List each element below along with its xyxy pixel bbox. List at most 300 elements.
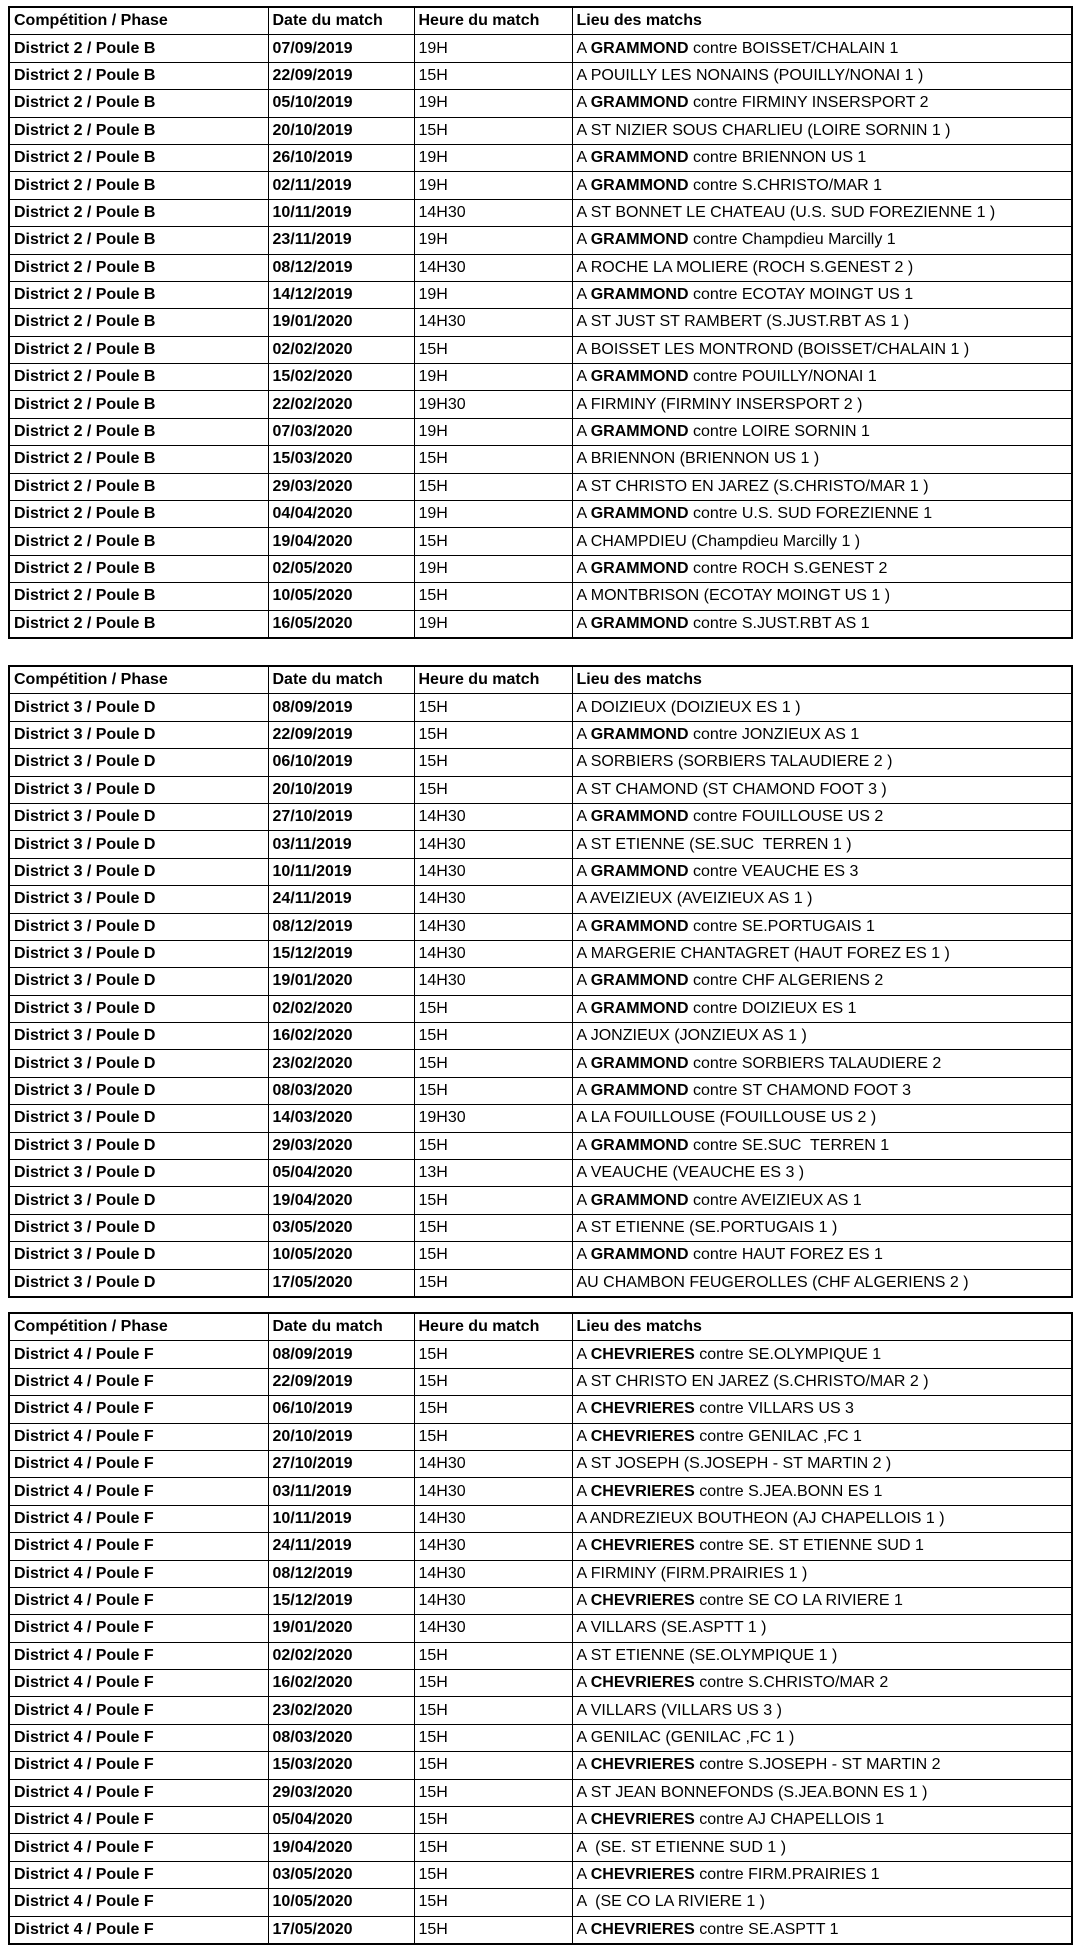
schedule-table-district-2 xyxy=(8,6,1073,639)
location-prefix: A MARGERIE CHANTAGRET (HAUT FOREZ ES 1 ) xyxy=(576,945,950,963)
competition-cell: District 4 / Poule F xyxy=(9,1615,268,1642)
opponent-text: contre BOISSET/CHALAIN 1 xyxy=(688,39,899,57)
location-cell xyxy=(572,1642,1072,1669)
table-row xyxy=(9,1642,1072,1669)
table-row xyxy=(9,1505,1072,1532)
competition-cell: District 4 / Poule F xyxy=(9,1724,268,1751)
location-cell xyxy=(572,281,1072,308)
date-cell: 20/10/2019 xyxy=(268,117,414,144)
location-prefix: A ST ETIENNE (SE.OLYMPIQUE 1 ) xyxy=(576,1646,838,1664)
competition-cell: District 2 / Poule B xyxy=(9,446,268,473)
competition-cell: District 3 / Poule D xyxy=(9,1269,268,1297)
table-row xyxy=(9,1752,1072,1779)
date-cell: 08/09/2019 xyxy=(268,1341,414,1368)
location-prefix: A xyxy=(576,972,591,990)
date-cell: 03/11/2019 xyxy=(268,1478,414,1505)
table-row xyxy=(9,1807,1072,1834)
location-cell xyxy=(572,913,1072,940)
table-row xyxy=(9,1450,1072,1477)
table-row xyxy=(9,1615,1072,1642)
home-club-name: GRAMMOND xyxy=(590,1246,689,1264)
opponent-text: contre S.JUST.RBT AS 1 xyxy=(688,614,870,632)
competition-cell: District 3 / Poule D xyxy=(9,831,268,858)
time-cell: 15H xyxy=(414,583,572,610)
competition-cell: District 4 / Poule F xyxy=(9,1396,268,1423)
table-row xyxy=(9,1724,1072,1751)
location-prefix: A xyxy=(576,176,591,194)
location-prefix: A xyxy=(576,1674,591,1692)
competition-cell: District 2 / Poule B xyxy=(9,336,268,363)
time-cell: 19H xyxy=(414,172,572,199)
location-cell xyxy=(572,1023,1072,1050)
location-cell xyxy=(572,1478,1072,1505)
competition-cell: District 2 / Poule B xyxy=(9,199,268,226)
location-cell xyxy=(572,694,1072,721)
table-row xyxy=(9,281,1072,308)
location-prefix: A VILLARS (SE.ASPTT 1 ) xyxy=(576,1619,767,1637)
location-prefix: A xyxy=(576,1136,591,1154)
location-prefix: A ST CHRISTO EN JAREZ (S.CHRISTO/MAR 2 ) xyxy=(576,1372,929,1390)
opponent-text: contre ROCH S.GENEST 2 xyxy=(688,560,888,577)
competition-cell: District 2 / Poule B xyxy=(9,528,268,555)
home-club-name: GRAMMOND xyxy=(590,286,689,304)
date-cell: 15/03/2020 xyxy=(268,446,414,473)
table-row xyxy=(9,117,1072,144)
location-cell xyxy=(572,90,1072,117)
table-row xyxy=(9,1889,1072,1916)
location-prefix: A DOIZIEUX (DOIZIEUX ES 1 ) xyxy=(576,698,801,716)
time-cell: 15H xyxy=(414,1242,572,1269)
header-date: Date du match xyxy=(268,1313,414,1341)
opponent-text: contre ST CHAMOND FOOT 3 xyxy=(688,1082,912,1100)
time-cell: 14H30 xyxy=(414,1560,572,1587)
home-club-name: GRAMMOND xyxy=(590,808,689,826)
date-cell: 03/05/2020 xyxy=(268,1214,414,1241)
home-club-name: GRAMMOND xyxy=(590,1136,689,1154)
date-cell: 15/12/2019 xyxy=(268,1587,414,1614)
date-cell: 19/04/2020 xyxy=(268,1834,414,1861)
table-row xyxy=(9,1132,1072,1159)
header-time: Heure du match xyxy=(414,1313,572,1341)
location-prefix: A xyxy=(576,94,591,112)
home-club-name: GRAMMOND xyxy=(590,505,689,523)
time-cell: 15H xyxy=(414,1214,572,1241)
opponent-text: contre BRIENNON US 1 xyxy=(688,149,867,167)
competition-cell: District 3 / Poule D xyxy=(9,913,268,940)
time-cell: 15H xyxy=(414,1050,572,1077)
opponent-text: contre DOIZIEUX ES 1 xyxy=(688,999,857,1017)
opponent-text: contre S.CHRISTO/MAR 1 xyxy=(688,176,883,194)
location-cell xyxy=(572,418,1072,445)
time-cell: 15H xyxy=(414,1697,572,1724)
opponent-text: contre S.CHRISTO/MAR 2 xyxy=(694,1674,889,1692)
time-cell: 15H xyxy=(414,1132,572,1159)
header-time: Heure du match xyxy=(414,666,572,694)
location-prefix: A FIRMINY (FIRMINY INSERSPORT 2 ) xyxy=(576,395,863,413)
opponent-text: contre GENILAC ,FC 1 xyxy=(694,1427,862,1445)
location-prefix: A xyxy=(576,1756,591,1774)
location-prefix: A xyxy=(576,1345,591,1363)
location-prefix: A xyxy=(576,1246,591,1264)
location-prefix: A POUILLY LES NONAINS (POUILLY/NONAI 1 ) xyxy=(576,66,924,84)
competition-cell: District 4 / Poule F xyxy=(9,1916,268,1944)
table-row xyxy=(9,831,1072,858)
opponent-text: contre SE.OLYMPIQUE 1 xyxy=(694,1345,882,1363)
location-prefix: A xyxy=(576,368,591,386)
header-location: Lieu des matchs xyxy=(572,666,1072,694)
competition-cell: District 4 / Poule F xyxy=(9,1779,268,1806)
table-row xyxy=(9,1478,1072,1505)
time-cell: 14H30 xyxy=(414,803,572,830)
table-row xyxy=(9,1916,1072,1944)
competition-cell: District 3 / Poule D xyxy=(9,1242,268,1269)
location-cell xyxy=(572,144,1072,171)
table-row xyxy=(9,749,1072,776)
competition-cell: District 2 / Poule B xyxy=(9,391,268,418)
location-cell xyxy=(572,610,1072,638)
location-prefix: A xyxy=(576,505,591,523)
home-club-name: GRAMMOND xyxy=(590,423,689,441)
location-cell xyxy=(572,858,1072,885)
location-cell xyxy=(572,803,1072,830)
location-prefix: A xyxy=(576,286,591,304)
time-cell: 19H xyxy=(414,555,572,582)
location-cell xyxy=(572,1105,1072,1132)
date-cell: 16/05/2020 xyxy=(268,610,414,638)
table-row xyxy=(9,1834,1072,1861)
competition-cell: District 3 / Poule D xyxy=(9,803,268,830)
date-cell: 02/02/2020 xyxy=(268,336,414,363)
competition-cell: District 2 / Poule B xyxy=(9,583,268,610)
time-cell: 15H xyxy=(414,1889,572,1916)
location-prefix: A xyxy=(576,1191,591,1209)
opponent-text: contre LOIRE SORNIN 1 xyxy=(688,423,870,441)
header-row xyxy=(9,666,1072,694)
competition-cell: District 3 / Poule D xyxy=(9,940,268,967)
time-cell: 14H30 xyxy=(414,913,572,940)
competition-cell: District 3 / Poule D xyxy=(9,1132,268,1159)
location-cell xyxy=(572,1368,1072,1395)
table-row xyxy=(9,1105,1072,1132)
date-cell: 16/02/2020 xyxy=(268,1670,414,1697)
table-row xyxy=(9,583,1072,610)
time-cell: 15H xyxy=(414,446,572,473)
date-cell: 04/04/2020 xyxy=(268,501,414,528)
location-cell xyxy=(572,117,1072,144)
date-cell: 08/12/2019 xyxy=(268,913,414,940)
time-cell: 19H xyxy=(414,281,572,308)
date-cell: 02/02/2020 xyxy=(268,995,414,1022)
location-cell xyxy=(572,995,1072,1022)
date-cell: 20/10/2019 xyxy=(268,776,414,803)
competition-cell: District 2 / Poule B xyxy=(9,117,268,144)
location-cell xyxy=(572,1752,1072,1779)
home-club-name: GRAMMOND xyxy=(590,149,689,167)
location-cell xyxy=(572,1697,1072,1724)
opponent-text: contre CHF ALGERIENS 2 xyxy=(688,972,884,990)
location-cell xyxy=(572,1670,1072,1697)
competition-cell: District 3 / Poule D xyxy=(9,886,268,913)
date-cell: 17/05/2020 xyxy=(268,1269,414,1297)
home-club-name: GRAMMOND xyxy=(590,39,689,57)
competition-cell: District 3 / Poule D xyxy=(9,1187,268,1214)
competition-cell: District 2 / Poule B xyxy=(9,473,268,500)
home-club-name: CHEVRIERES xyxy=(590,1674,695,1692)
competition-cell: District 2 / Poule B xyxy=(9,610,268,638)
table-row xyxy=(9,1423,1072,1450)
table-row xyxy=(9,1269,1072,1297)
location-prefix: A xyxy=(576,1400,591,1418)
time-cell: 15H xyxy=(414,1834,572,1861)
location-cell xyxy=(572,1779,1072,1806)
table-row xyxy=(9,803,1072,830)
opponent-text: contre FIRM.PRAIRIES 1 xyxy=(694,1866,880,1883)
location-prefix: A ST CHAMOND (ST CHAMOND FOOT 3 ) xyxy=(576,780,887,798)
home-club-name: CHEVRIERES xyxy=(590,1811,695,1829)
date-cell: 08/03/2020 xyxy=(268,1077,414,1104)
date-cell: 29/03/2020 xyxy=(268,1779,414,1806)
competition-cell: District 4 / Poule F xyxy=(9,1587,268,1614)
date-cell: 17/05/2020 xyxy=(268,1916,414,1944)
table-row xyxy=(9,1160,1072,1187)
table-row xyxy=(9,913,1072,940)
home-club-name: CHEVRIERES xyxy=(590,1482,695,1500)
date-cell: 22/09/2019 xyxy=(268,1368,414,1395)
home-club-name: GRAMMOND xyxy=(590,999,689,1017)
table-row xyxy=(9,886,1072,913)
table-row xyxy=(9,254,1072,281)
location-cell xyxy=(572,1587,1072,1614)
table-row xyxy=(9,528,1072,555)
competition-cell: District 4 / Poule F xyxy=(9,1642,268,1669)
opponent-text: contre S.JOSEPH - ST MARTIN 2 xyxy=(694,1756,941,1774)
location-prefix: A xyxy=(576,1592,591,1610)
date-cell: 06/10/2019 xyxy=(268,749,414,776)
location-cell xyxy=(572,172,1072,199)
table-row xyxy=(9,694,1072,721)
date-cell: 10/11/2019 xyxy=(268,1505,414,1532)
table-row xyxy=(9,172,1072,199)
date-cell: 22/02/2020 xyxy=(268,391,414,418)
location-prefix: A FIRMINY (FIRM.PRAIRIES 1 ) xyxy=(576,1564,808,1582)
date-cell: 05/10/2019 xyxy=(268,90,414,117)
home-club-name: GRAMMOND xyxy=(590,917,689,935)
location-cell xyxy=(572,227,1072,254)
time-cell: 19H xyxy=(414,364,572,391)
location-prefix: A CHAMPDIEU (Champdieu Marcilly 1 ) xyxy=(576,532,861,550)
date-cell: 06/10/2019 xyxy=(268,1396,414,1423)
home-club-name: GRAMMOND xyxy=(590,1191,689,1209)
time-cell: 15H xyxy=(414,1423,572,1450)
competition-cell: District 4 / Poule F xyxy=(9,1533,268,1560)
location-prefix: A BRIENNON (BRIENNON US 1 ) xyxy=(576,450,820,468)
time-cell: 15H xyxy=(414,776,572,803)
location-cell xyxy=(572,1160,1072,1187)
location-cell xyxy=(572,309,1072,336)
time-cell: 19H xyxy=(414,501,572,528)
table-row xyxy=(9,1697,1072,1724)
competition-cell: District 4 / Poule F xyxy=(9,1752,268,1779)
time-cell: 19H xyxy=(414,35,572,62)
location-cell xyxy=(572,1341,1072,1368)
location-prefix: A LA FOUILLOUSE (FOUILLOUSE US 2 ) xyxy=(576,1109,877,1127)
location-prefix: A xyxy=(576,39,591,57)
time-cell: 14H30 xyxy=(414,1450,572,1477)
location-cell xyxy=(572,1050,1072,1077)
location-cell xyxy=(572,1724,1072,1751)
competition-cell: District 2 / Poule B xyxy=(9,144,268,171)
table-row xyxy=(9,1023,1072,1050)
date-cell: 22/09/2019 xyxy=(268,721,414,748)
date-cell: 10/05/2020 xyxy=(268,583,414,610)
competition-cell: District 2 / Poule B xyxy=(9,555,268,582)
competition-cell: District 3 / Poule D xyxy=(9,1214,268,1241)
table-row xyxy=(9,1341,1072,1368)
time-cell: 14H30 xyxy=(414,831,572,858)
table-row xyxy=(9,1214,1072,1241)
date-cell: 22/09/2019 xyxy=(268,62,414,89)
location-cell xyxy=(572,1187,1072,1214)
header-competition: Compétition / Phase xyxy=(9,666,268,694)
time-cell: 15H xyxy=(414,1368,572,1395)
table-row xyxy=(9,776,1072,803)
competition-cell: District 2 / Poule B xyxy=(9,501,268,528)
date-cell: 02/02/2020 xyxy=(268,1642,414,1669)
table-row xyxy=(9,1242,1072,1269)
competition-cell: District 4 / Poule F xyxy=(9,1450,268,1477)
date-cell: 19/04/2020 xyxy=(268,1187,414,1214)
schedule-table-district-4 xyxy=(8,1312,1073,1945)
location-prefix: A ST ETIENNE (SE.SUC TERREN 1 ) xyxy=(576,835,852,853)
table-row xyxy=(9,227,1072,254)
table-row xyxy=(9,391,1072,418)
location-prefix: A VEAUCHE (VEAUCHE ES 3 ) xyxy=(576,1164,805,1182)
home-club-name: GRAMMOND xyxy=(590,368,689,386)
table-row xyxy=(9,555,1072,582)
location-cell xyxy=(572,1916,1072,1944)
competition-cell: District 3 / Poule D xyxy=(9,1023,268,1050)
competition-cell: District 4 / Poule F xyxy=(9,1834,268,1861)
date-cell: 26/10/2019 xyxy=(268,144,414,171)
home-club-name: GRAMMOND xyxy=(590,725,689,743)
competition-cell: District 3 / Poule D xyxy=(9,995,268,1022)
opponent-text: contre POUILLY/NONAI 1 xyxy=(688,368,877,386)
competition-cell: District 3 / Poule D xyxy=(9,1105,268,1132)
time-cell: 14H30 xyxy=(414,858,572,885)
location-prefix: A xyxy=(576,1866,591,1883)
date-cell: 19/01/2020 xyxy=(268,309,414,336)
time-cell: 15H xyxy=(414,1724,572,1751)
location-prefix: A ST NIZIER SOUS CHARLIEU (LOIRE SORNIN 1 ) xyxy=(576,121,951,139)
table-row xyxy=(9,1587,1072,1614)
competition-cell: District 4 / Poule F xyxy=(9,1423,268,1450)
location-prefix: A xyxy=(576,725,591,743)
time-cell: 14H30 xyxy=(414,1505,572,1532)
date-cell: 08/09/2019 xyxy=(268,694,414,721)
date-cell: 27/10/2019 xyxy=(268,1450,414,1477)
location-prefix: A BOISSET LES MONTROND (BOISSET/CHALAIN 1 ) xyxy=(576,340,970,358)
time-cell: 15H xyxy=(414,528,572,555)
date-cell: 19/01/2020 xyxy=(268,1615,414,1642)
header-date: Date du match xyxy=(268,7,414,35)
table-row xyxy=(9,35,1072,62)
location-prefix: AU CHAMBON FEUGEROLLES (CHF ALGERIENS 2 ) xyxy=(576,1273,969,1291)
time-cell: 13H xyxy=(414,1160,572,1187)
competition-cell: District 3 / Poule D xyxy=(9,1160,268,1187)
date-cell: 23/02/2020 xyxy=(268,1697,414,1724)
location-prefix: A (SE CO LA RIVIERE 1 ) xyxy=(576,1893,766,1911)
table-row xyxy=(9,995,1072,1022)
table-row xyxy=(9,364,1072,391)
date-cell: 02/05/2020 xyxy=(268,555,414,582)
competition-cell: District 2 / Poule B xyxy=(9,90,268,117)
date-cell: 16/02/2020 xyxy=(268,1023,414,1050)
competition-cell: District 2 / Poule B xyxy=(9,172,268,199)
competition-cell: District 2 / Poule B xyxy=(9,62,268,89)
home-club-name: GRAMMOND xyxy=(590,1054,689,1072)
location-prefix: A (SE. ST ETIENNE SUD 1 ) xyxy=(576,1838,787,1856)
table-row xyxy=(9,1670,1072,1697)
table-row xyxy=(9,336,1072,363)
date-cell: 07/03/2020 xyxy=(268,418,414,445)
opponent-text: contre SORBIERS TALAUDIERE 2 xyxy=(688,1054,942,1072)
location-prefix: A xyxy=(576,1920,591,1938)
table-row xyxy=(9,62,1072,89)
table-row xyxy=(9,418,1072,445)
time-cell: 15H xyxy=(414,473,572,500)
date-cell: 05/04/2020 xyxy=(268,1160,414,1187)
location-cell xyxy=(572,968,1072,995)
table-row xyxy=(9,199,1072,226)
location-prefix: A ST JOSEPH (S.JOSEPH - ST MARTIN 2 ) xyxy=(576,1455,892,1473)
time-cell: 19H xyxy=(414,227,572,254)
competition-cell: District 2 / Poule B xyxy=(9,254,268,281)
location-prefix: A xyxy=(576,423,591,441)
opponent-text: contre VEAUCHE ES 3 xyxy=(688,862,859,880)
date-cell: 10/05/2020 xyxy=(268,1242,414,1269)
time-cell: 14H30 xyxy=(414,940,572,967)
opponent-text: contre SE.ASPTT 1 xyxy=(694,1920,839,1938)
time-cell: 15H xyxy=(414,1807,572,1834)
date-cell: 07/09/2019 xyxy=(268,35,414,62)
home-club-name: CHEVRIERES xyxy=(590,1345,695,1363)
opponent-text: contre HAUT FOREZ ES 1 xyxy=(688,1246,883,1264)
competition-cell: District 4 / Poule F xyxy=(9,1341,268,1368)
competition-cell: District 4 / Poule F xyxy=(9,1670,268,1697)
time-cell: 14H30 xyxy=(414,254,572,281)
date-cell: 14/12/2019 xyxy=(268,281,414,308)
location-cell xyxy=(572,1269,1072,1297)
date-cell: 19/04/2020 xyxy=(268,528,414,555)
home-club-name: CHEVRIERES xyxy=(590,1866,695,1883)
time-cell: 14H30 xyxy=(414,199,572,226)
date-cell: 14/03/2020 xyxy=(268,1105,414,1132)
time-cell: 15H xyxy=(414,995,572,1022)
competition-cell: District 3 / Poule D xyxy=(9,749,268,776)
header-row xyxy=(9,7,1072,35)
date-cell: 29/03/2020 xyxy=(268,1132,414,1159)
competition-cell: District 2 / Poule B xyxy=(9,309,268,336)
table-row xyxy=(9,501,1072,528)
opponent-text: contre AVEIZIEUX AS 1 xyxy=(688,1191,862,1209)
header-location: Lieu des matchs xyxy=(572,1313,1072,1341)
home-club-name: GRAMMOND xyxy=(590,560,689,577)
location-cell xyxy=(572,446,1072,473)
location-cell xyxy=(572,391,1072,418)
home-club-name: GRAMMOND xyxy=(590,231,689,249)
time-cell: 15H xyxy=(414,1779,572,1806)
competition-cell: District 4 / Poule F xyxy=(9,1861,268,1888)
